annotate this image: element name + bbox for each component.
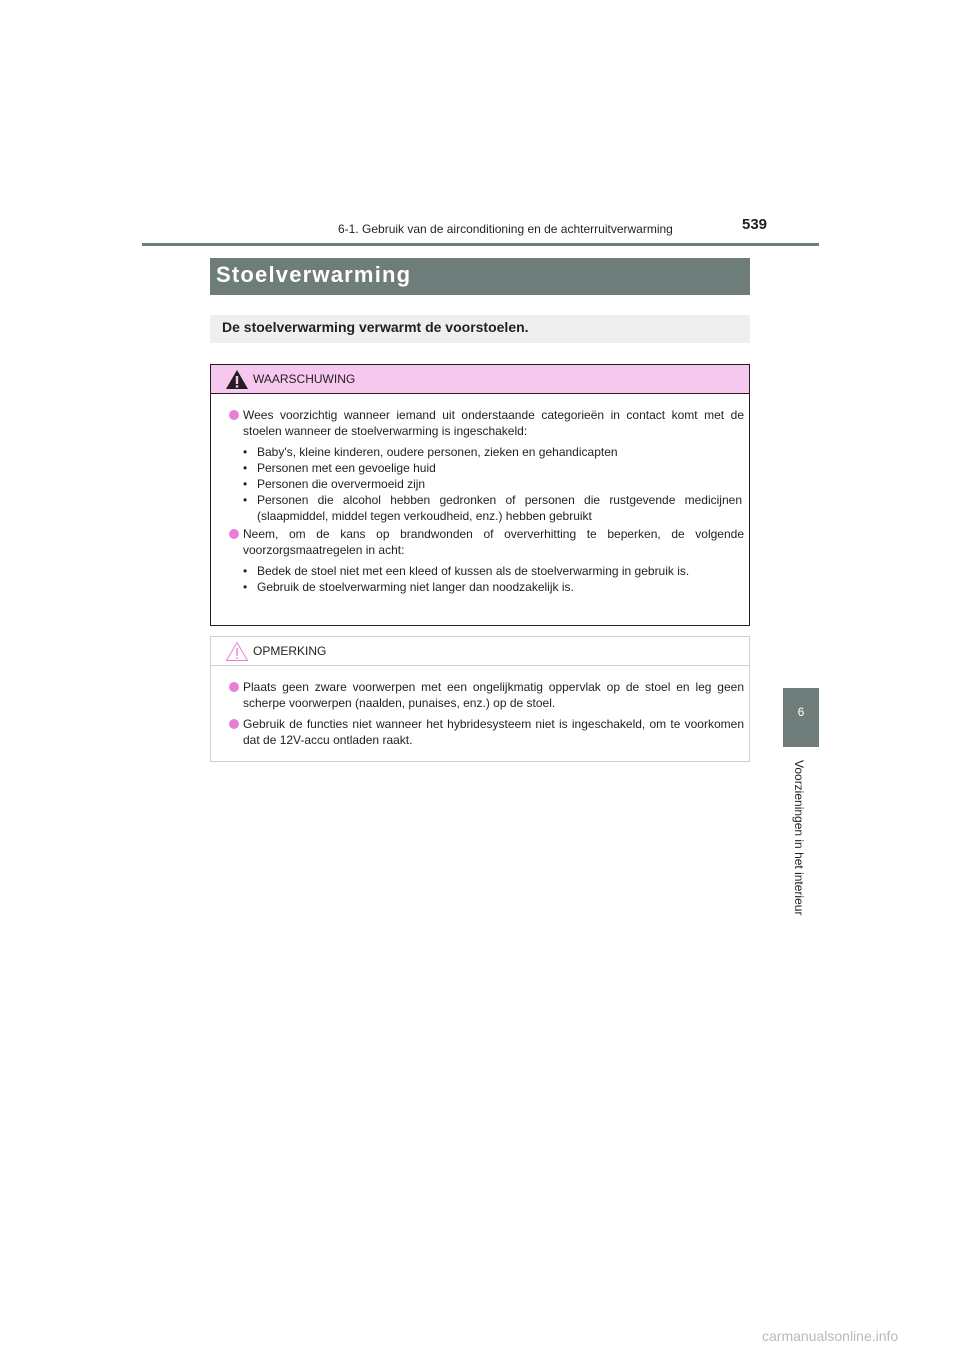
header-rule xyxy=(142,243,819,246)
page-number: 539 xyxy=(742,216,768,233)
title-bar xyxy=(210,258,750,295)
list-item-text: Gebruik de functies niet wanneer het hybridesysteem niet is ingeschakeld, om te voorkomen dat de 12V-accu ontladen raakt. xyxy=(243,717,744,747)
watermark: carmanualsonline.info xyxy=(762,1328,899,1344)
intro-text: De stoelverwarming verwarmt de voorstoelen. xyxy=(222,319,529,335)
caution-outline-triangle-icon xyxy=(225,641,249,662)
bullet-dot-icon xyxy=(229,410,239,420)
bullet-dot-icon xyxy=(229,719,239,729)
sub-list-item: • Personen die oververmoeid zijn xyxy=(243,476,742,492)
sub-list-item: • Personen die alcohol hebben gedronken of personen die rustgevende medicijnen (slaapmiddel, middel tegen verkoudheid, enz.) hebben gebruikt xyxy=(243,492,742,524)
list-item xyxy=(229,716,744,748)
sub-list-item: • Baby's, kleine kinderen, oudere personen, zieken en gehandicapten xyxy=(243,444,742,460)
sub-list xyxy=(243,563,742,595)
chapter-tab xyxy=(783,688,819,747)
sub-list-item: • Gebruik de stoelverwarming niet langer dan noodzakelijk is. xyxy=(243,579,742,595)
warning-label: WAARSCHUWING xyxy=(253,372,356,386)
list-item-text: Neem, om de kans op brandwonden of oververhitting te beperken, de volgende voorzorgsmaatregelen in acht: xyxy=(243,527,744,557)
sub-list xyxy=(243,444,742,524)
note-box xyxy=(210,636,750,762)
bullet-dot-icon xyxy=(229,682,239,692)
chapter-tab-number: 6 xyxy=(797,705,805,719)
header-section-title: 6-1. Gebruik van de airconditioning en de achterruitverwarming xyxy=(338,222,673,236)
page-title: Stoelverwarming xyxy=(216,262,412,287)
list-item xyxy=(229,679,744,711)
warning-header xyxy=(211,365,749,394)
sub-list-item: • Bedek de stoel niet met een kleed of kussen als de stoelverwarming in gebruik is. xyxy=(243,563,742,579)
chapter-side-label: Voorzieningen in het interieur xyxy=(792,760,806,916)
bullet-dot-icon xyxy=(229,529,239,539)
note-header xyxy=(211,637,749,666)
list-item xyxy=(229,526,744,558)
sub-list-item: • Personen met een gevoelige huid xyxy=(243,460,742,476)
warning-box xyxy=(210,364,750,626)
list-item-text: Wees voorzichtig wanneer iemand uit onderstaande categorieën in contact komt met de stoelen wanneer de stoelverwarming is ingeschakeld: xyxy=(243,408,744,438)
list-item-text: Plaats geen zware voorwerpen met een ongelijkmatig oppervlak op de stoel en leg geen scherpe voorwerpen (naalden, punaises, enz.) op de stoel. xyxy=(243,680,744,710)
warning-triangle-icon xyxy=(225,369,249,390)
note-label: OPMERKING xyxy=(253,644,327,658)
intro-box xyxy=(210,315,750,343)
list-item xyxy=(229,407,744,439)
